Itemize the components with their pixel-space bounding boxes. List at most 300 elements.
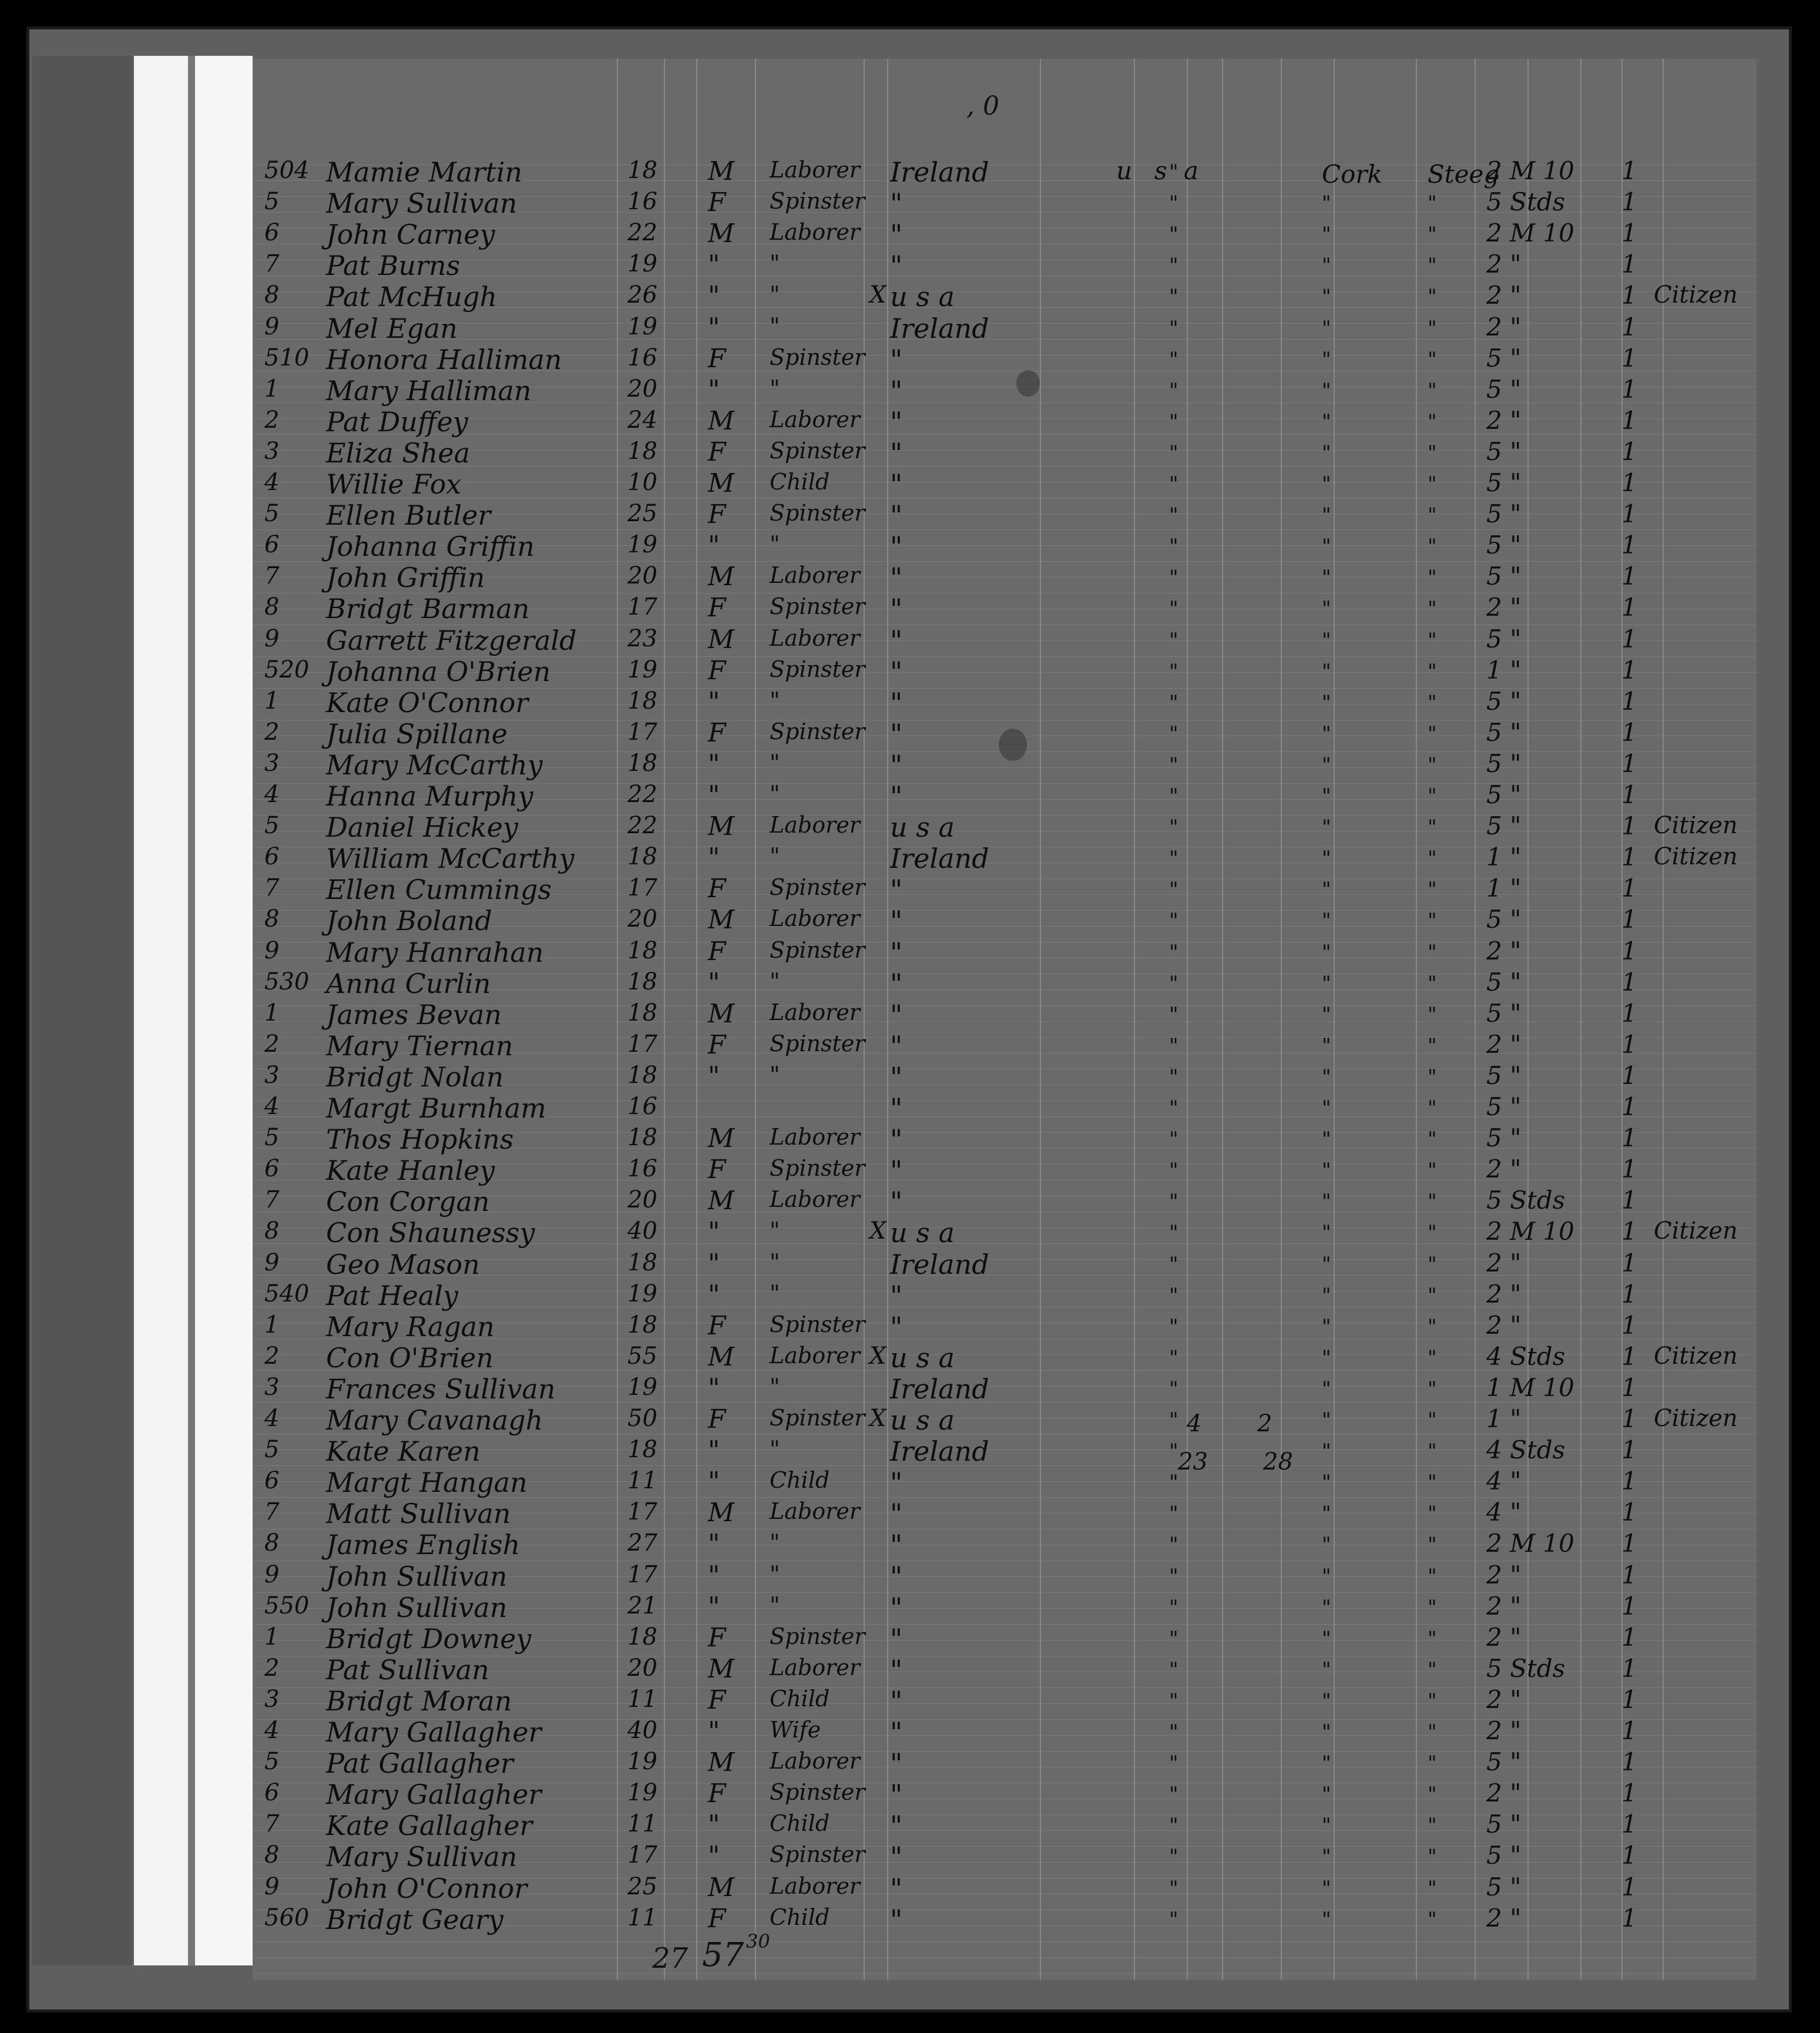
row-seq: 5 (264, 1436, 280, 1464)
row-one: 1 (1621, 1248, 1637, 1277)
row-code: 4 Stds (1486, 1435, 1566, 1465)
row-age: 18 (627, 1249, 657, 1276)
row-name: Con O'Brien (326, 1341, 493, 1374)
ditto-mark: " (1322, 1564, 1331, 1588)
row-age: 16 (627, 1155, 657, 1183)
ditto-mark: " (1428, 628, 1437, 652)
row-seq: 5 (264, 1124, 280, 1152)
ditto-mark: " (1169, 1783, 1178, 1807)
row-occ: " (770, 781, 780, 807)
ditto-mark: " (1169, 223, 1178, 247)
row-code: 5 Stds (1486, 1186, 1566, 1215)
ditto-mark: " (1428, 441, 1437, 465)
row-occ: " (770, 687, 780, 713)
row-occ: " (770, 1061, 780, 1088)
row-nat: " (890, 1467, 903, 1499)
row-sex: M (708, 156, 735, 186)
ditto-mark: " (1322, 504, 1331, 528)
ditto-mark: " (1322, 1720, 1331, 1744)
ditto-mark: " (1322, 535, 1331, 559)
ditto-mark: " (1322, 1377, 1331, 1401)
row-name: Bridgt Nolan (326, 1061, 504, 1093)
row-sex: M (708, 468, 735, 498)
row-name: Mary Sullivan (326, 1841, 518, 1873)
ditto-mark: " (1169, 1502, 1178, 1526)
ditto-mark: " (1428, 347, 1437, 371)
row-age: 11 (627, 1810, 657, 1838)
row-rule (253, 1941, 1757, 1942)
row-sex: " (708, 1716, 720, 1746)
page-number: , 0 (966, 91, 999, 121)
row-occ: Spinster (770, 437, 865, 464)
row-one: 1 (1621, 1279, 1637, 1309)
row-seq: 5 (264, 1748, 280, 1776)
row-nat: " (890, 374, 903, 407)
row-name: Pat McHugh (326, 281, 498, 313)
row-code: 5 " (1486, 1061, 1522, 1090)
row-sex: M (708, 905, 735, 935)
row-sex: " (708, 843, 720, 873)
ditto-mark: " (1428, 1564, 1437, 1588)
footer-figure: 27 (652, 1942, 689, 1975)
row-nat: " (890, 499, 903, 532)
row-rule (253, 339, 1757, 340)
row-code: 1 " (1486, 655, 1522, 685)
ditto-mark: " (1322, 1752, 1331, 1776)
ditto-mark: " (1428, 690, 1437, 714)
ditto-mark: " (1428, 1221, 1437, 1245)
row-nat: " (890, 562, 903, 594)
row-sex: " (708, 686, 720, 717)
ditto-mark: " (1169, 1595, 1178, 1619)
row-seq: 8 (264, 905, 280, 933)
row-code: 5 " (1486, 1841, 1522, 1870)
row-name: John O'Connor (326, 1872, 528, 1904)
ditto-mark: " (1169, 1440, 1178, 1464)
row-one: 1 (1621, 1591, 1637, 1621)
column-rule (617, 59, 618, 1980)
column-rule (1475, 59, 1476, 1980)
row-nat: " (890, 468, 903, 500)
ditto-mark: " (1322, 192, 1331, 216)
ditto-mark: " (1428, 1502, 1437, 1526)
row-sex: F (708, 1903, 726, 1934)
row-code: 1 " (1486, 843, 1522, 872)
row-nat: " (890, 405, 903, 438)
row-age: 25 (627, 500, 657, 528)
row-nat: " (890, 437, 903, 469)
row-seq: 6 (264, 843, 280, 871)
row-name: Con Shaunessy (326, 1217, 535, 1249)
row-name: Johanna O'Brien (326, 655, 551, 687)
ditto-mark: " (1322, 1658, 1331, 1682)
row-seq: 504 (264, 157, 310, 184)
row-seq: 2 (264, 1342, 280, 1370)
row-one: 1 (1621, 1716, 1637, 1745)
row-code: 5 " (1486, 531, 1522, 560)
ditto-mark: " (1322, 472, 1331, 496)
row-status: Citizen (1654, 1217, 1738, 1245)
row-nat: " (890, 1310, 903, 1343)
row-name: Pat Duffey (326, 405, 468, 438)
row-one: 1 (1621, 1560, 1637, 1589)
row-age: 19 (627, 1280, 657, 1307)
row-one: 1 (1621, 187, 1637, 217)
row-nat: " (890, 1779, 903, 1811)
row-seq: 6 (264, 1779, 280, 1807)
row-nat: u s a (890, 1217, 955, 1249)
row-code: 5 " (1486, 780, 1522, 809)
column-rule (1334, 59, 1335, 1980)
row-age: 19 (627, 531, 657, 559)
row-rule (253, 450, 1757, 451)
row-seq: 4 (264, 1405, 280, 1432)
row-nat: " (890, 1591, 903, 1623)
row-nat: u s a (890, 1404, 955, 1436)
row-occ: Laborer (770, 1748, 860, 1774)
ditto-mark: " (1428, 1626, 1437, 1650)
ditto-mark: " (1428, 597, 1437, 621)
row-nat: " (890, 1622, 903, 1655)
row-nat: " (890, 686, 903, 719)
ditto-mark: " (1428, 1658, 1437, 1682)
ditto-mark: " (1428, 1408, 1437, 1432)
ditto-mark: " (1169, 1159, 1178, 1183)
row-nat: u s a (890, 281, 955, 313)
ditto-mark: " (1322, 1314, 1331, 1338)
footer-figure: 57 (702, 1936, 744, 1974)
column-rule (1580, 59, 1581, 1980)
ditto-mark: " (1428, 1314, 1437, 1338)
ditto-mark: " (1428, 1252, 1437, 1276)
column-rule (1281, 59, 1282, 1980)
row-name: Margt Burnham (326, 1092, 546, 1124)
row-code: 2 " (1486, 1248, 1522, 1277)
row-occ: " (770, 749, 780, 776)
row-age: 17 (627, 1030, 657, 1058)
ditto-mark: " (1428, 1002, 1437, 1026)
ditto-mark: " (1322, 909, 1331, 933)
ditto-mark: " (1169, 784, 1178, 808)
row-seq: 3 (264, 749, 280, 777)
row-name: Kate Gallagher (326, 1810, 533, 1842)
row-sex: F (708, 1779, 726, 1809)
row-sex: " (708, 531, 720, 561)
row-occ: Laborer (770, 157, 860, 183)
ditto-mark: " (1322, 1440, 1331, 1464)
ditto-mark: " (1428, 1096, 1437, 1120)
ditto-mark: " (1169, 1221, 1178, 1245)
ditto-mark: " (1169, 690, 1178, 714)
row-age: 16 (627, 1093, 657, 1120)
binding-shadow (32, 56, 132, 1965)
row-age: 20 (627, 905, 657, 933)
row-rule (253, 1973, 1757, 1974)
ditto-mark: " (1169, 347, 1178, 371)
row-seq: 9 (264, 937, 280, 964)
row-age: 17 (627, 1841, 657, 1869)
row-code: 2 M 10 (1486, 1529, 1574, 1558)
row-sex: F (708, 1622, 726, 1653)
row-one: 1 (1621, 1653, 1637, 1683)
row-sex: " (708, 1841, 720, 1871)
row-nat: Ireland (890, 843, 989, 875)
row-nat: " (890, 1155, 903, 1187)
row-one: 1 (1621, 1373, 1637, 1402)
row-sex: F (708, 717, 726, 748)
row-seq: 4 (264, 781, 280, 808)
ditto-mark: " (1428, 784, 1437, 808)
row-sex: M (708, 219, 735, 249)
ditto-mark: " (1428, 971, 1437, 995)
column-rule (1416, 59, 1417, 1980)
row-sex: M (708, 1498, 735, 1528)
row-sex: M (708, 1653, 735, 1684)
row-code: 5 " (1486, 624, 1522, 653)
row-one: 1 (1621, 717, 1637, 747)
row-name: Kate Hanley (326, 1155, 495, 1187)
row-age: 17 (627, 593, 657, 621)
row-occ: Spinster (770, 1623, 865, 1649)
row-occ: Laborer (770, 1186, 860, 1213)
row-name: Daniel Hickey (326, 811, 518, 844)
ditto-mark: " (1428, 504, 1437, 528)
row-code: 5 " (1486, 998, 1522, 1028)
row-seq: 1 (264, 1623, 280, 1650)
row-age: 18 (627, 157, 657, 184)
row-age: 22 (627, 781, 657, 808)
row-one: 1 (1621, 405, 1637, 435)
row-name: Mary Gallagher (326, 1779, 542, 1811)
row-mark: X (869, 1405, 887, 1432)
ditto-mark: " (1322, 659, 1331, 683)
row-nat: " (890, 1872, 903, 1904)
row-one: 1 (1621, 1529, 1637, 1558)
row-sex: F (708, 874, 726, 904)
ditto-mark: " (1322, 1814, 1331, 1838)
row-one: 1 (1621, 1779, 1637, 1808)
ditto-mark: " (1322, 1595, 1331, 1619)
row-one: 1 (1621, 1903, 1637, 1933)
row-name: Pat Healy (326, 1279, 458, 1311)
row-code: 5 Stds (1486, 187, 1566, 217)
row-code: 5 " (1486, 437, 1522, 466)
row-seq: 8 (264, 1841, 280, 1869)
row-rule (253, 323, 1757, 324)
row-occ: Laborer (770, 219, 860, 246)
ditto-mark: " (1169, 1814, 1178, 1838)
row-age: 18 (627, 1436, 657, 1464)
ditto-mark: " (1169, 1845, 1178, 1869)
row-one: 1 (1621, 936, 1637, 965)
ditto-mark: " (1322, 753, 1331, 777)
row-seq: 2 (264, 1654, 280, 1682)
ditto-mark: " (1169, 1533, 1178, 1557)
row-name: William McCarthy (326, 843, 575, 875)
row-age: 19 (627, 1373, 657, 1401)
row-code: 5 " (1486, 1872, 1522, 1901)
row-sex: " (708, 312, 720, 343)
row-age: 17 (627, 718, 657, 746)
ditto-mark: " (1322, 816, 1331, 840)
row-one: 1 (1621, 1341, 1637, 1371)
ditto-mark: " (1322, 285, 1331, 309)
row-name: John Griffin (326, 562, 485, 594)
row-name: John Carney (326, 219, 495, 251)
row-one: 1 (1621, 1467, 1637, 1496)
row-age: 19 (627, 1748, 657, 1776)
row-age: 24 (627, 406, 657, 434)
row-code: 2 " (1486, 593, 1522, 622)
row-code: 2 " (1486, 1155, 1522, 1184)
row-age: 16 (627, 344, 657, 371)
row-name: Mary Ragan (326, 1310, 495, 1343)
row-sex: " (708, 1217, 720, 1247)
row-code: 1 " (1486, 874, 1522, 903)
row-name: Garrett Fitzgerald (326, 624, 577, 656)
row-occ: Child (770, 1467, 830, 1494)
row-age: 23 (627, 625, 657, 652)
ditto-mark: " (1169, 1752, 1178, 1776)
footer-figure: 30 (746, 1930, 770, 1953)
row-name: Geo Mason (326, 1248, 480, 1280)
ditto-mark: " (1322, 878, 1331, 902)
row-seq: 1 (264, 687, 280, 714)
row-occ: " (770, 1217, 780, 1244)
ditto-mark: " (1428, 1065, 1437, 1089)
tally-mark: 4 (1187, 1410, 1202, 1437)
ditto-mark: " (1169, 410, 1178, 434)
ditto-mark: " (1169, 1002, 1178, 1026)
row-age: 50 (627, 1405, 657, 1432)
row-nat: Ireland (890, 1373, 989, 1405)
ditto-mark: " (1322, 223, 1331, 247)
row-sex: M (708, 1123, 735, 1154)
row-sex: M (708, 1872, 735, 1903)
row-code: 2 " (1486, 1029, 1522, 1059)
row-seq: 2 (264, 718, 280, 746)
row-code: 4 Stds (1486, 1341, 1566, 1371)
row-occ: Spinster (770, 500, 865, 526)
row-nat: " (890, 1029, 903, 1062)
row-age: 18 (627, 1061, 657, 1089)
row-seq: 550 (264, 1592, 310, 1619)
row-one: 1 (1621, 905, 1637, 934)
ditto-mark: " (1169, 722, 1178, 746)
row-name: Bridgt Geary (326, 1903, 503, 1935)
ditto-mark: " (1322, 1533, 1331, 1557)
row-code: 5 Stds (1486, 1653, 1566, 1683)
row-name: Anna Curlin (326, 967, 491, 999)
row-occ: Spinster (770, 1405, 865, 1431)
row-sex: F (708, 187, 726, 218)
row-nat: " (890, 717, 903, 750)
ditto-mark: " (1169, 753, 1178, 777)
row-one: 1 (1621, 967, 1637, 997)
ditto-mark: " (1169, 1658, 1178, 1682)
row-occ: Child (770, 1904, 830, 1930)
ditto-mark: " (1428, 816, 1437, 840)
ditto-mark: " (1428, 410, 1437, 434)
row-sex: " (708, 1529, 720, 1559)
ditto-mark: " (1169, 878, 1178, 902)
row-one: 1 (1621, 1310, 1637, 1340)
row-one: 1 (1621, 749, 1637, 778)
row-nat: " (890, 1810, 903, 1842)
tally-mark: 2 (1257, 1410, 1272, 1437)
row-one: 1 (1621, 593, 1637, 622)
row-sex: " (708, 1591, 720, 1622)
row-name: Pat Burns (326, 250, 461, 282)
row-seq: 3 (264, 1061, 280, 1089)
ditto-mark: " (1169, 597, 1178, 621)
row-one: 1 (1621, 811, 1637, 841)
row-occ: Laborer (770, 406, 860, 432)
row-sex: " (708, 1279, 720, 1310)
row-sex: " (708, 1248, 720, 1279)
ditto-mark: " (1169, 1314, 1178, 1338)
row-one: 1 (1621, 1685, 1637, 1714)
row-occ: Spinster (770, 718, 865, 744)
row-status: Citizen (1654, 843, 1738, 871)
row-one: 1 (1621, 437, 1637, 466)
ditto-mark: " (1169, 285, 1178, 309)
row-code: 5 " (1486, 905, 1522, 934)
ditto-mark: " (1428, 847, 1437, 871)
row-name: Bridgt Downey (326, 1622, 532, 1655)
ditto-mark: " (1322, 566, 1331, 590)
row-nat: " (890, 1092, 903, 1124)
ditto-mark: " (1322, 441, 1331, 465)
row-age: 11 (627, 1467, 657, 1495)
ditto-mark: " (1169, 971, 1178, 995)
row-age: 26 (627, 281, 657, 309)
ditto-mark: " (1428, 722, 1437, 746)
row-code: 2 " (1486, 1716, 1522, 1745)
row-nat: " (890, 1903, 903, 1935)
row-code: 2 " (1486, 1903, 1522, 1933)
ditto-mark: " (1169, 1034, 1178, 1058)
row-one: 1 (1621, 624, 1637, 653)
row-one: 1 (1621, 219, 1637, 248)
ditto-mark: " (1322, 347, 1331, 371)
ditto-mark: " (1322, 1159, 1331, 1183)
row-seq: 5 (264, 812, 280, 840)
row-occ: Spinster (770, 874, 865, 901)
row-occ: Laborer (770, 905, 860, 932)
ditto-mark: " (1322, 784, 1331, 808)
ditto-mark: " (1169, 1283, 1178, 1307)
ditto-mark: " (1322, 1907, 1331, 1931)
row-name: James English (326, 1529, 521, 1561)
row-name: Mary Cavanagh (326, 1404, 543, 1436)
row-code: 5 " (1486, 967, 1522, 997)
row-one: 1 (1621, 686, 1637, 716)
ditto-mark: Cork (1322, 160, 1382, 189)
ditto-mark: " (1169, 160, 1178, 184)
row-occ: Child (770, 1685, 830, 1712)
ditto-mark: " (1428, 1377, 1437, 1401)
row-age: 18 (627, 1623, 657, 1650)
row-code: 2 " (1486, 405, 1522, 435)
ditto-mark: " (1428, 1720, 1437, 1744)
row-nat: " (890, 749, 903, 781)
ditto-mark: " (1322, 1845, 1331, 1869)
row-age: 18 (627, 937, 657, 964)
row-rule (253, 1957, 1757, 1958)
row-code: 5 " (1486, 686, 1522, 716)
ditto-mark: " (1169, 504, 1178, 528)
